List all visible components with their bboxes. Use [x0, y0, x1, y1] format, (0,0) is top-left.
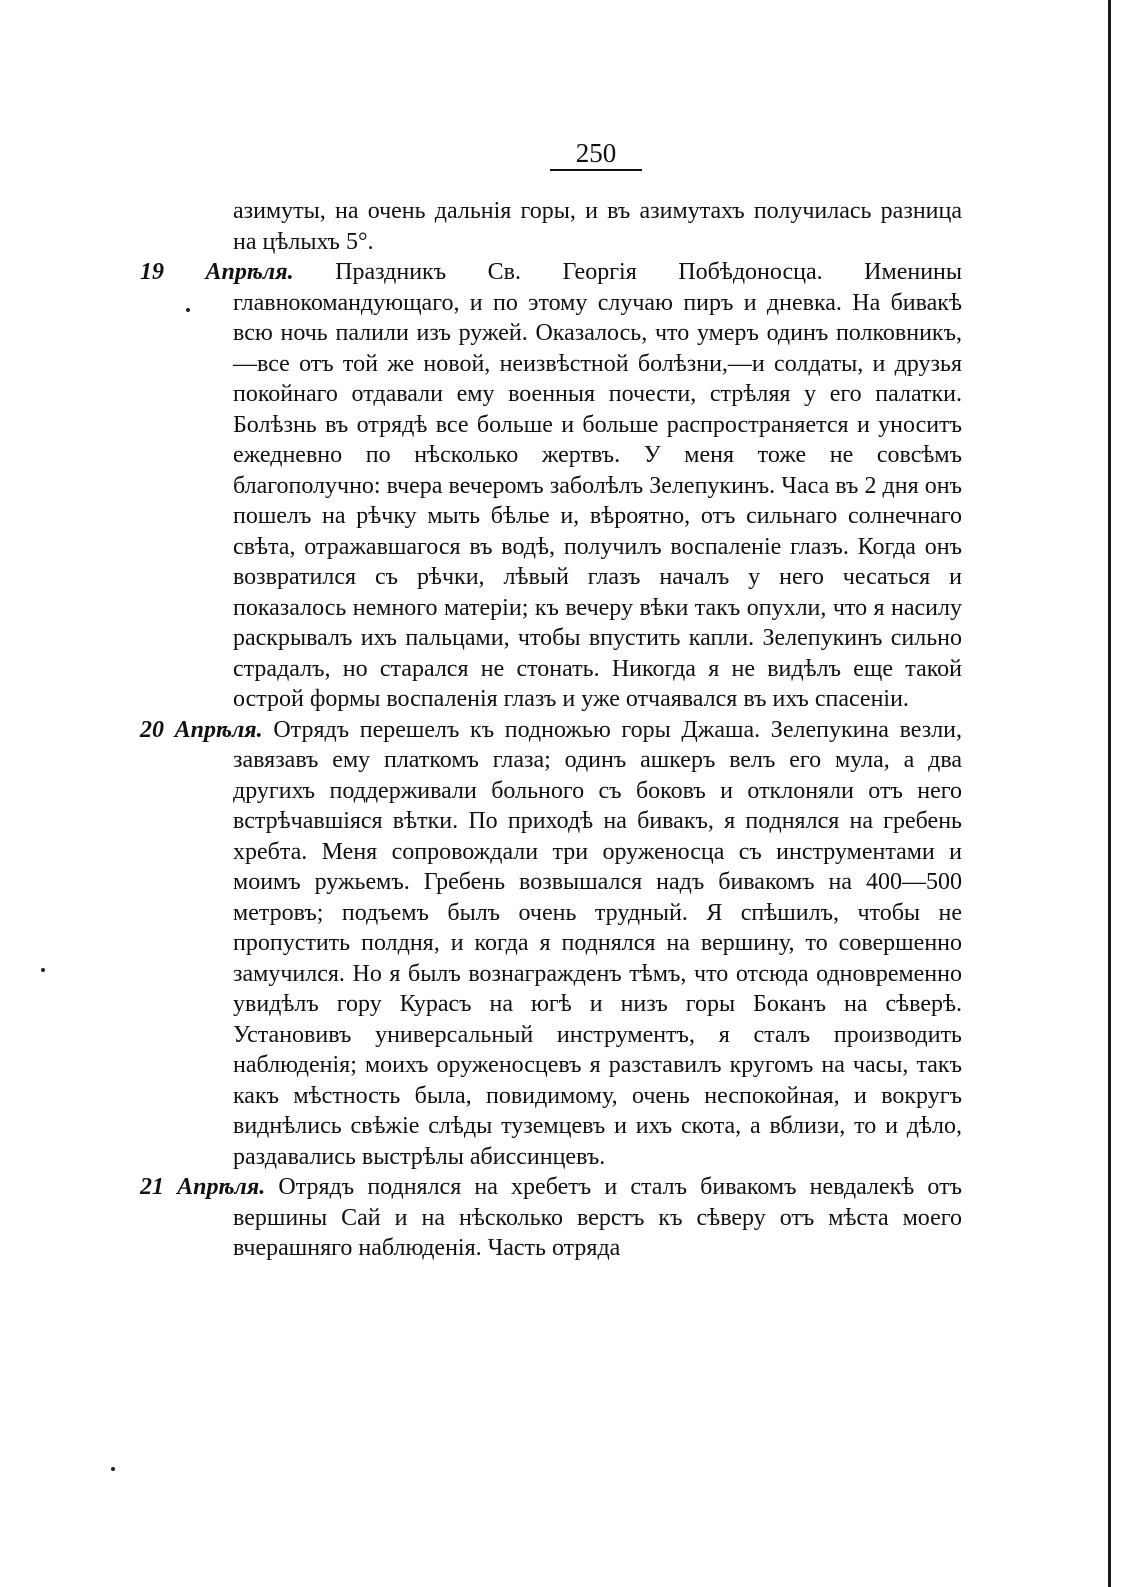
entry-date: 21 Апрѣля. — [140, 1174, 266, 1200]
entry-text: Отрядъ поднялся на хребетъ и сталъ бивакомъ невдалекѣ отъ вершины Сай и на нѣсколько верстъ къ сѣверу отъ мѣста моего вчерашняго наблюденія. Часть отряда — [233, 1174, 963, 1261]
book-text — [140, 196, 962, 1264]
entry-text: Праздникъ Св. Георгія Побѣдоносца. Именины главнокомандующаго, и по этому случаю пиръ и дневка. На бивакѣ всю ночь палили изъ ружей. Оказалось, что умеръ одинъ полковникъ,—все отъ той же новой, неизвѣстной болѣзни,—и солдаты, и друзья покойнаго отдавали ему военныя почести, стрѣляя у его палатки. Болѣзнь въ отрядѣ все больше и больше распространяется и уноситъ ежедневно по нѣсколько жертвъ. У меня тоже не совсѣмъ благополучно: вчера вечеромъ заболѣлъ Зелепукинъ. Часа въ 2 дня онъ пошелъ на рѣчку мыть бѣлье и, вѣроятно, отъ сильнаго солнечнаго свѣта, отражавшагося въ водѣ, получилъ воспаленіе глазъ. Когда онъ возвратился съ рѣчки, лѣвый глазъ началъ у него чесаться и показалось немного матеріи; къ вечеру вѣки такъ опухли, что я насилу раскрывалъ ихъ пальцами, чтобы впустить капли. Зелепукинъ сильно страдалъ, но старался не стонать. Никогда я не видѣлъ еще такой острой формы воспаленія глазъ и уже отчаявался въ ихъ спасеніи. — [233, 259, 963, 712]
entry-date: 19 Апрѣля. — [140, 259, 294, 285]
continued-paragraph — [233, 196, 962, 257]
page-edge-rule — [1108, 0, 1111, 1587]
page-number-underline — [550, 169, 642, 171]
scan-speck — [111, 1467, 115, 1471]
diary-entry-april-21 — [140, 1172, 962, 1264]
scan-speck — [41, 968, 45, 972]
diary-entry-april-20 — [140, 715, 962, 1173]
paragraph-text: азимуты, на очень дальнія горы, и въ азимутахъ получилась разница на цѣлыхъ 5°. — [233, 198, 962, 255]
diary-entry-april-19 — [140, 257, 962, 715]
entry-date: 20 Апрѣля. — [140, 716, 263, 743]
page-number: 250 — [575, 138, 617, 168]
entry-text: Отрядъ перешелъ къ подножью горы Джаша. Зелепукина везли, завязавъ ему платкомъ глаза; одинъ ашкеръ велъ его мула, а два другихъ поддерживали больного съ боковъ и отклоняли отъ него встрѣчавшіяся вѣтки. По приходѣ на бивакъ, я поднялся на гребень хребта. Меня сопровождали три оруженосца съ инструментами и моимъ ружьемъ. Гребень возвышался надъ бивакомъ на 400—500 метровъ; подъемъ былъ очень трудный. Я спѣшилъ, чтобы не пропустить полдня, и когда я поднялся на вершину, то совершенно замучился. Но я былъ вознагражденъ тѣмъ, что отсюда одновременно увидѣлъ гору Курасъ на югѣ и низъ горы Боканъ на сѣверѣ. Установивъ универсальный инструментъ, я сталъ производить наблюденія; моихъ оруженосцевъ я разставилъ кругомъ на часы, такъ какъ мѣстность была, повидимому, очень неспокойная, и вокругъ виднѣлись свѣжіе слѣды туземцевъ и ихъ скота, а вблизи, то и дѣло, раздавались выстрѣлы абиссинцевъ. — [233, 716, 963, 1170]
